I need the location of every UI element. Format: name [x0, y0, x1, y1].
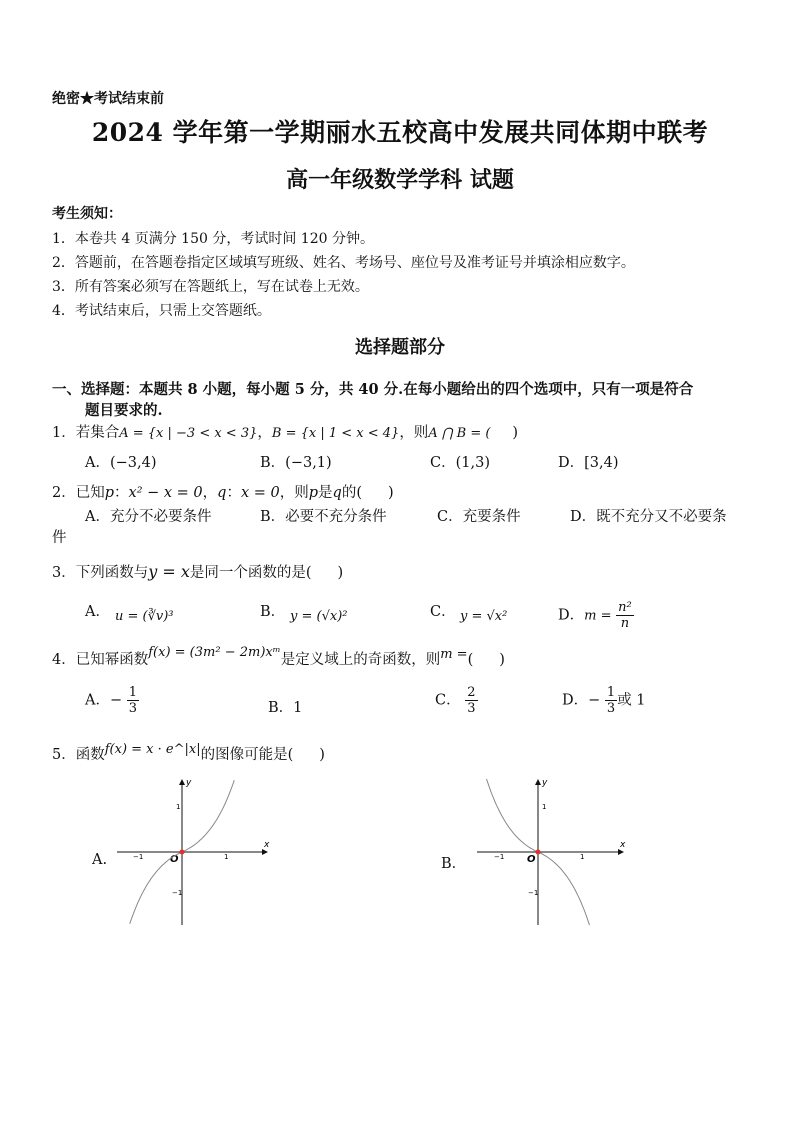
notice-heading: 考生须知： — [52, 206, 122, 222]
q4-option-d: D．− $\frac{1}{3}$ 或 1 — [562, 685, 646, 716]
x-axis-label: x — [620, 840, 626, 850]
q4-option-b: B．1 — [268, 700, 303, 716]
separator: ： — [226, 485, 241, 501]
notice-item-3: 3．所有答案必须写在答题纸上，写在试卷上无效。 — [52, 279, 369, 295]
question-text: 是定义域上的奇函数，则 — [280, 652, 441, 668]
q2-option-b: B．必要不充分条件 — [260, 509, 387, 525]
notice-item-1: 1．本卷共 4 页满分 150 分，考试时间 120 分钟。 — [52, 231, 374, 247]
question-number: 2． — [52, 485, 76, 501]
origin-dot — [180, 850, 185, 855]
function-expr: f(x) = x · e^|x| — [104, 742, 201, 757]
question-number: 5． — [52, 747, 76, 763]
q2-option-c: C．充要条件 — [437, 509, 521, 525]
confidential-label: 绝密★考试结束前 — [52, 91, 164, 107]
answer-paren-close: ) — [319, 747, 325, 763]
question-number: 1． — [52, 425, 76, 441]
question-number: 4． — [52, 652, 76, 668]
m-expr: m = — [440, 647, 468, 662]
question-4 — [52, 645, 505, 669]
q1-option-b: B．(−3,1) — [260, 455, 332, 471]
question-text: ，则 — [279, 485, 309, 501]
set-b: B = {x | 1 < x < 4} — [271, 426, 400, 441]
q1-option-a: A．(−3,4) — [85, 455, 157, 471]
q3-option-a: A． — [85, 604, 110, 620]
q2-option-d: D．既不充分又不必要条 — [570, 509, 727, 525]
part-instruction-line2: 题目要求的. — [85, 402, 163, 419]
origin-label: O — [170, 854, 179, 865]
q3-option-d: D．m = $\frac{\text{n²}}{n}$ — [558, 600, 632, 631]
notice-item-4: 4．考试结束后，只需上交答题纸。 — [52, 303, 271, 319]
separator: ： — [114, 485, 129, 501]
tick-label-y-1: 1 — [176, 803, 181, 811]
prop-p: p — [104, 485, 115, 501]
question-text: ，则 — [399, 425, 429, 441]
separator: ， — [202, 485, 218, 501]
power-function-expr: f(x) = (3m² − 2m)xᵐ — [148, 645, 281, 660]
p-expr: x² − x = 0 — [128, 485, 203, 501]
tick-label-y-neg1: −1 — [528, 889, 539, 897]
y-axis-arrow-icon — [535, 779, 541, 785]
question-number: 3． — [52, 565, 76, 581]
question-text: 的图像可能是( — [200, 747, 294, 763]
origin-label: O — [527, 854, 536, 865]
question-3 — [52, 561, 343, 582]
question-text: 是 — [318, 485, 333, 501]
q5-option-b-label: B． — [441, 856, 467, 872]
question-text: 下列函数与 — [75, 565, 149, 581]
question-text: 的( — [341, 485, 363, 501]
answer-paren-open: ( — [467, 652, 474, 668]
q3-option-b: B． — [260, 604, 286, 620]
answer-paren-close: ) — [512, 425, 519, 441]
q3-option-c: C． — [430, 604, 456, 620]
y-axis-arrow-icon — [179, 779, 185, 785]
q4-option-c: C． $\frac{2}{3}$ — [435, 685, 476, 716]
section-title: 选择题部分 — [355, 337, 445, 358]
y-axis-label: y — [542, 778, 548, 788]
tick-label-x-neg1: −1 — [133, 853, 144, 861]
separator: ， — [257, 425, 272, 441]
q2-option-a: A．充分不必要条件 — [85, 509, 212, 525]
y-axis-label: y — [186, 778, 192, 788]
answer-paren-close: ) — [337, 565, 344, 581]
exam-subtitle: 高一年级数学学科 试题 — [286, 167, 514, 193]
q5-option-a-label: A. — [92, 852, 108, 868]
set-a: A = {x | −3 < x < 3} — [119, 426, 258, 441]
tick-label-y-neg1: −1 — [172, 889, 183, 897]
prop-q-ref: q — [332, 485, 342, 501]
question-1 — [52, 421, 518, 442]
tick-label-y-1: 1 — [542, 803, 547, 811]
q-expr: x = 0 — [240, 485, 280, 501]
prop-q: q — [217, 485, 227, 501]
q4-option-a: A．− $\frac{1}{3}$ — [85, 685, 138, 716]
answer-paren-close: ) — [388, 485, 394, 501]
question-text: 函数 — [75, 747, 105, 763]
question-text: 已知 — [75, 485, 105, 501]
q2-option-d-wrap: 件 — [52, 530, 67, 546]
exam-title: 2024 学年第一学期丽水五校高中发展共同体期中联考 — [91, 118, 709, 147]
origin-dot — [536, 850, 541, 855]
x-axis-label: x — [264, 840, 270, 850]
notice-item-2: 2．答题前，在答题卷指定区域填写班级、姓名、考场号、座位号及准考证号并填涂相应数字。 — [52, 255, 635, 271]
part-instruction-line1: 一、选择题：本题共 8 小题，每小题 5 分，共 40 分.在每小题给出的四个选项中，只有一项是符合 — [52, 381, 694, 398]
q1-option-d: D．[3,4) — [558, 455, 619, 471]
tick-label-x-1: 1 — [224, 853, 229, 861]
answer-paren-close: ) — [499, 652, 505, 668]
q5-graph-a — [112, 775, 272, 930]
question-text: 是同一个函数的是( — [189, 565, 312, 581]
tick-label-x-1: 1 — [580, 853, 585, 861]
tick-label-x-neg1: −1 — [494, 853, 505, 861]
q3-option-c-expr: y = √x² — [460, 609, 508, 624]
question-5 — [52, 743, 325, 764]
q1-option-c: C．(1,3) — [430, 455, 490, 471]
prop-p-ref: p — [308, 485, 319, 501]
intersection-expr: A ⋂ B = ( — [428, 426, 491, 441]
q5-graph-b — [472, 775, 632, 930]
question-text: 已知幂函数 — [75, 652, 149, 668]
function-expr: y = x — [148, 562, 190, 581]
q3-option-b-expr: y = (√x)² — [290, 609, 348, 624]
question-text: 若集合 — [75, 425, 120, 441]
question-2 — [52, 481, 394, 502]
q3-option-a-expr: u = (∛v)³ — [115, 609, 174, 624]
